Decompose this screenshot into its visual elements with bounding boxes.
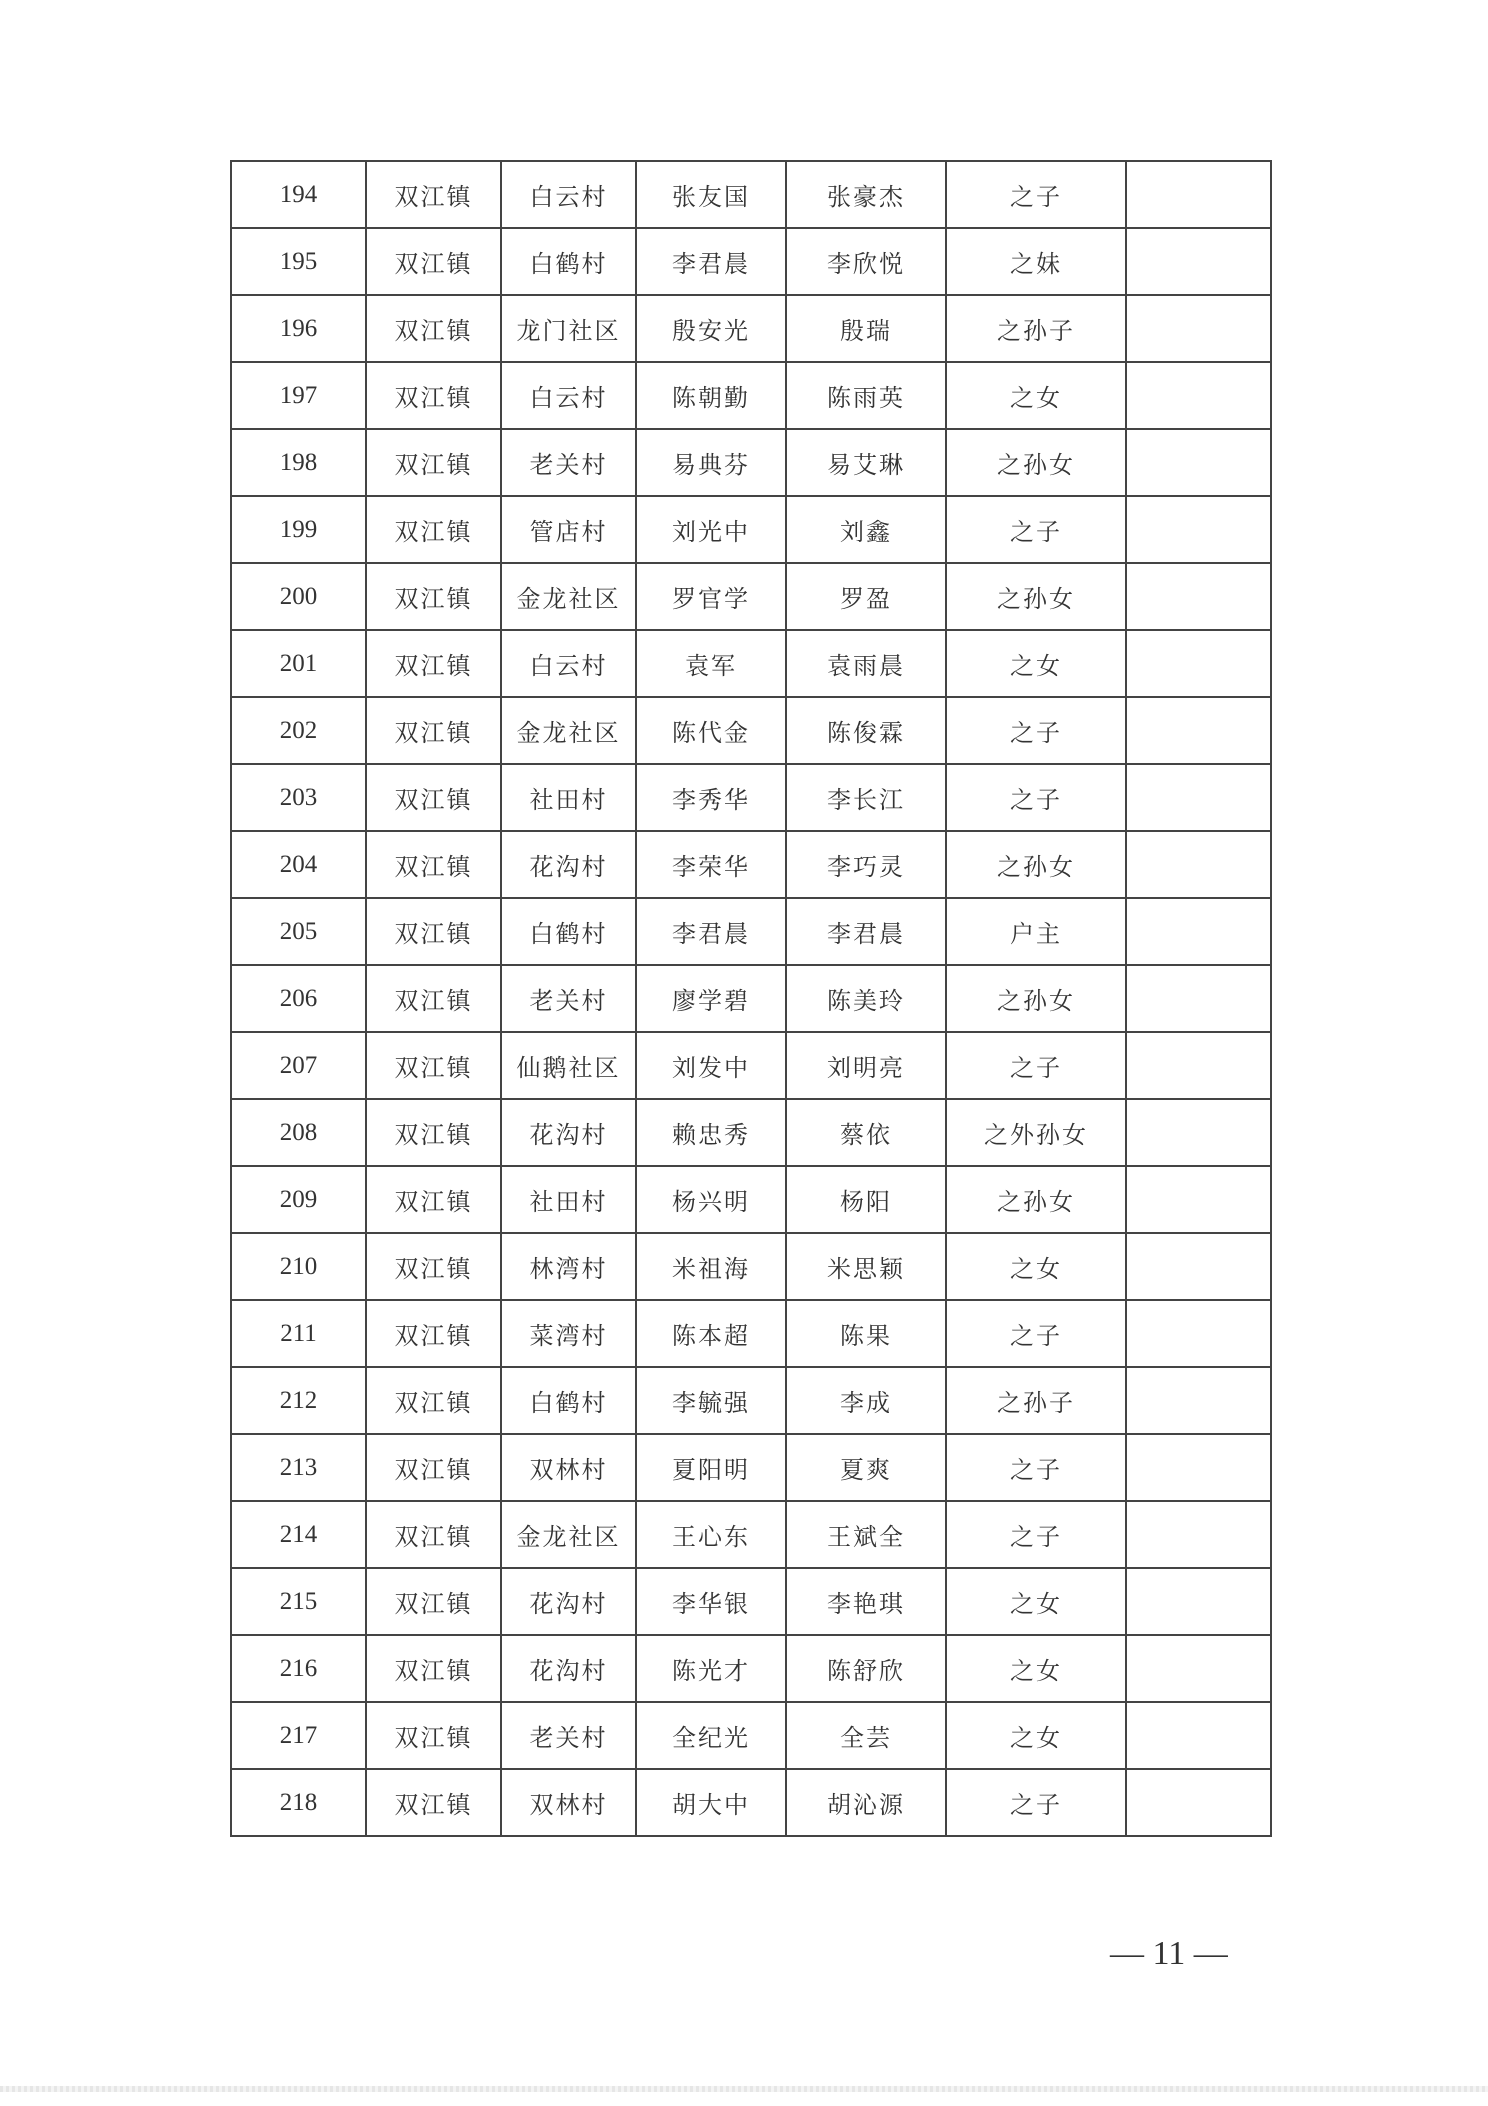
relation-cell: 之子 [946, 1769, 1126, 1836]
table-row [231, 228, 1271, 295]
row-number: 200 [231, 563, 366, 630]
applicant-cell: 夏阳明 [636, 1434, 786, 1501]
table-row [231, 965, 1271, 1032]
note-cell [1126, 496, 1271, 563]
applicant-cell: 李华银 [636, 1568, 786, 1635]
note-cell [1126, 898, 1271, 965]
row-number: 197 [231, 362, 366, 429]
town-cell: 双江镇 [366, 1300, 501, 1367]
note-cell [1126, 362, 1271, 429]
applicant-cell: 全纪光 [636, 1702, 786, 1769]
row-number: 215 [231, 1568, 366, 1635]
village-cell: 金龙社区 [501, 1501, 636, 1568]
row-number: 210 [231, 1233, 366, 1300]
row-number: 199 [231, 496, 366, 563]
relation-cell: 之孙子 [946, 295, 1126, 362]
table-row [231, 429, 1271, 496]
relation-cell: 之女 [946, 1702, 1126, 1769]
town-cell: 双江镇 [366, 228, 501, 295]
town-cell: 双江镇 [366, 831, 501, 898]
relation-cell: 之孙女 [946, 429, 1126, 496]
scan-bottom-edge [0, 2086, 1488, 2092]
town-cell: 双江镇 [366, 1099, 501, 1166]
note-cell [1126, 429, 1271, 496]
name-cell: 罗盈 [786, 563, 946, 630]
town-cell: 双江镇 [366, 1568, 501, 1635]
table-row [231, 1166, 1271, 1233]
name-cell: 殷瑞 [786, 295, 946, 362]
applicant-cell: 米祖海 [636, 1233, 786, 1300]
town-cell: 双江镇 [366, 563, 501, 630]
table-row [231, 1702, 1271, 1769]
note-cell [1126, 1635, 1271, 1702]
note-cell [1126, 1568, 1271, 1635]
row-number: 206 [231, 965, 366, 1032]
relation-cell: 户主 [946, 898, 1126, 965]
note-cell [1126, 764, 1271, 831]
village-cell: 花沟村 [501, 1635, 636, 1702]
row-number: 195 [231, 228, 366, 295]
name-cell: 李欣悦 [786, 228, 946, 295]
note-cell [1126, 1501, 1271, 1568]
table-row [231, 831, 1271, 898]
table-row [231, 362, 1271, 429]
applicant-cell: 李毓强 [636, 1367, 786, 1434]
row-number: 203 [231, 764, 366, 831]
village-cell: 双林村 [501, 1769, 636, 1836]
name-cell: 杨阳 [786, 1166, 946, 1233]
row-number: 217 [231, 1702, 366, 1769]
table-row [231, 1099, 1271, 1166]
village-cell: 白云村 [501, 630, 636, 697]
relation-cell: 之孙女 [946, 831, 1126, 898]
name-cell: 李君晨 [786, 898, 946, 965]
village-cell: 龙门社区 [501, 295, 636, 362]
relation-cell: 之子 [946, 697, 1126, 764]
table-row [231, 496, 1271, 563]
note-cell [1126, 1769, 1271, 1836]
town-cell: 双江镇 [366, 161, 501, 228]
village-cell: 双林村 [501, 1434, 636, 1501]
applicant-cell: 殷安光 [636, 295, 786, 362]
relation-cell: 之外孙女 [946, 1099, 1126, 1166]
relation-cell: 之女 [946, 362, 1126, 429]
village-cell: 白鹤村 [501, 898, 636, 965]
town-cell: 双江镇 [366, 898, 501, 965]
row-number: 216 [231, 1635, 366, 1702]
table-row [231, 898, 1271, 965]
table-row [231, 764, 1271, 831]
relation-cell: 之女 [946, 1635, 1126, 1702]
name-cell: 李艳琪 [786, 1568, 946, 1635]
relation-cell: 之孙女 [946, 1166, 1126, 1233]
town-cell: 双江镇 [366, 697, 501, 764]
table-row [231, 1769, 1271, 1836]
name-cell: 陈俊霖 [786, 697, 946, 764]
applicant-cell: 李荣华 [636, 831, 786, 898]
page-number: — 11 — [1110, 1935, 1228, 1972]
relation-cell: 之子 [946, 764, 1126, 831]
name-cell: 夏爽 [786, 1434, 946, 1501]
table-row [231, 1434, 1271, 1501]
village-cell: 菜湾村 [501, 1300, 636, 1367]
applicant-cell: 陈朝勤 [636, 362, 786, 429]
applicant-cell: 王心东 [636, 1501, 786, 1568]
applicant-cell: 李君晨 [636, 898, 786, 965]
table-row [231, 563, 1271, 630]
note-cell [1126, 965, 1271, 1032]
row-number: 214 [231, 1501, 366, 1568]
name-cell: 蔡依 [786, 1099, 946, 1166]
relation-cell: 之女 [946, 1568, 1126, 1635]
name-cell: 张豪杰 [786, 161, 946, 228]
town-cell: 双江镇 [366, 1166, 501, 1233]
name-cell: 王斌全 [786, 1501, 946, 1568]
note-cell [1126, 1166, 1271, 1233]
row-number: 209 [231, 1166, 366, 1233]
name-cell: 陈美玲 [786, 965, 946, 1032]
table-row [231, 1367, 1271, 1434]
village-cell: 花沟村 [501, 831, 636, 898]
relation-cell: 之子 [946, 1501, 1126, 1568]
table-row [231, 697, 1271, 764]
row-number: 196 [231, 295, 366, 362]
village-cell: 白云村 [501, 362, 636, 429]
applicant-cell: 李秀华 [636, 764, 786, 831]
town-cell: 双江镇 [366, 295, 501, 362]
row-number: 212 [231, 1367, 366, 1434]
table-row [231, 1501, 1271, 1568]
village-cell: 老关村 [501, 965, 636, 1032]
village-cell: 花沟村 [501, 1568, 636, 1635]
village-cell: 林湾村 [501, 1233, 636, 1300]
town-cell: 双江镇 [366, 1501, 501, 1568]
applicant-cell: 罗官学 [636, 563, 786, 630]
name-cell: 易艾琳 [786, 429, 946, 496]
village-cell: 花沟村 [501, 1099, 636, 1166]
applicant-cell: 刘发中 [636, 1032, 786, 1099]
town-cell: 双江镇 [366, 1032, 501, 1099]
applicant-cell: 陈代金 [636, 697, 786, 764]
name-cell: 李巧灵 [786, 831, 946, 898]
relation-cell: 之女 [946, 630, 1126, 697]
applicant-cell: 陈本超 [636, 1300, 786, 1367]
applicant-cell: 刘光中 [636, 496, 786, 563]
village-cell: 金龙社区 [501, 697, 636, 764]
town-cell: 双江镇 [366, 362, 501, 429]
note-cell [1126, 1032, 1271, 1099]
village-cell: 社田村 [501, 1166, 636, 1233]
town-cell: 双江镇 [366, 1635, 501, 1702]
note-cell [1126, 1434, 1271, 1501]
relation-cell: 之子 [946, 1434, 1126, 1501]
relation-cell: 之子 [946, 161, 1126, 228]
row-number: 201 [231, 630, 366, 697]
table-row [231, 1233, 1271, 1300]
village-cell: 白鹤村 [501, 228, 636, 295]
village-cell: 白云村 [501, 161, 636, 228]
village-cell: 仙鹅社区 [501, 1032, 636, 1099]
relation-cell: 之孙女 [946, 563, 1126, 630]
village-cell: 白鹤村 [501, 1367, 636, 1434]
note-cell [1126, 563, 1271, 630]
name-cell: 陈雨英 [786, 362, 946, 429]
town-cell: 双江镇 [366, 1434, 501, 1501]
relation-cell: 之孙女 [946, 965, 1126, 1032]
note-cell [1126, 697, 1271, 764]
note-cell [1126, 1233, 1271, 1300]
row-number: 198 [231, 429, 366, 496]
row-number: 208 [231, 1099, 366, 1166]
relation-cell: 之子 [946, 1300, 1126, 1367]
town-cell: 双江镇 [366, 1233, 501, 1300]
row-number: 202 [231, 697, 366, 764]
town-cell: 双江镇 [366, 1769, 501, 1836]
town-cell: 双江镇 [366, 764, 501, 831]
relation-cell: 之子 [946, 496, 1126, 563]
applicant-cell: 廖学碧 [636, 965, 786, 1032]
table-body [231, 161, 1271, 1836]
table-row [231, 295, 1271, 362]
name-cell: 袁雨晨 [786, 630, 946, 697]
note-cell [1126, 228, 1271, 295]
note-cell [1126, 1099, 1271, 1166]
row-number: 204 [231, 831, 366, 898]
applicant-cell: 胡大中 [636, 1769, 786, 1836]
applicant-cell: 张友国 [636, 161, 786, 228]
town-cell: 双江镇 [366, 496, 501, 563]
relation-cell: 之女 [946, 1233, 1126, 1300]
applicant-cell: 李君晨 [636, 228, 786, 295]
name-cell: 胡沁源 [786, 1769, 946, 1836]
relation-cell: 之妹 [946, 228, 1126, 295]
village-cell: 社田村 [501, 764, 636, 831]
row-number: 211 [231, 1300, 366, 1367]
village-cell: 老关村 [501, 429, 636, 496]
applicant-cell: 杨兴明 [636, 1166, 786, 1233]
note-cell [1126, 1367, 1271, 1434]
note-cell [1126, 831, 1271, 898]
name-cell: 刘明亮 [786, 1032, 946, 1099]
note-cell [1126, 1300, 1271, 1367]
town-cell: 双江镇 [366, 965, 501, 1032]
relation-cell: 之子 [946, 1032, 1126, 1099]
name-cell: 李长江 [786, 764, 946, 831]
village-cell: 老关村 [501, 1702, 636, 1769]
applicant-cell: 陈光才 [636, 1635, 786, 1702]
name-cell: 陈舒欣 [786, 1635, 946, 1702]
applicant-cell: 袁军 [636, 630, 786, 697]
row-number: 194 [231, 161, 366, 228]
row-number: 207 [231, 1032, 366, 1099]
table-row [231, 630, 1271, 697]
note-cell [1126, 630, 1271, 697]
name-cell: 刘鑫 [786, 496, 946, 563]
note-cell [1126, 1702, 1271, 1769]
village-cell: 金龙社区 [501, 563, 636, 630]
town-cell: 双江镇 [366, 1367, 501, 1434]
applicant-cell: 易典芬 [636, 429, 786, 496]
note-cell [1126, 161, 1271, 228]
relation-cell: 之孙子 [946, 1367, 1126, 1434]
table-row [231, 161, 1271, 228]
table-row [231, 1568, 1271, 1635]
table-row [231, 1300, 1271, 1367]
name-cell: 陈果 [786, 1300, 946, 1367]
table-row [231, 1032, 1271, 1099]
note-cell [1126, 295, 1271, 362]
town-cell: 双江镇 [366, 429, 501, 496]
row-number: 218 [231, 1769, 366, 1836]
village-cell: 管店村 [501, 496, 636, 563]
table-row [231, 1635, 1271, 1702]
row-number: 205 [231, 898, 366, 965]
beneficiary-table [230, 160, 1272, 1837]
town-cell: 双江镇 [366, 630, 501, 697]
name-cell: 全芸 [786, 1702, 946, 1769]
name-cell: 米思颖 [786, 1233, 946, 1300]
applicant-cell: 赖忠秀 [636, 1099, 786, 1166]
row-number: 213 [231, 1434, 366, 1501]
name-cell: 李成 [786, 1367, 946, 1434]
town-cell: 双江镇 [366, 1702, 501, 1769]
